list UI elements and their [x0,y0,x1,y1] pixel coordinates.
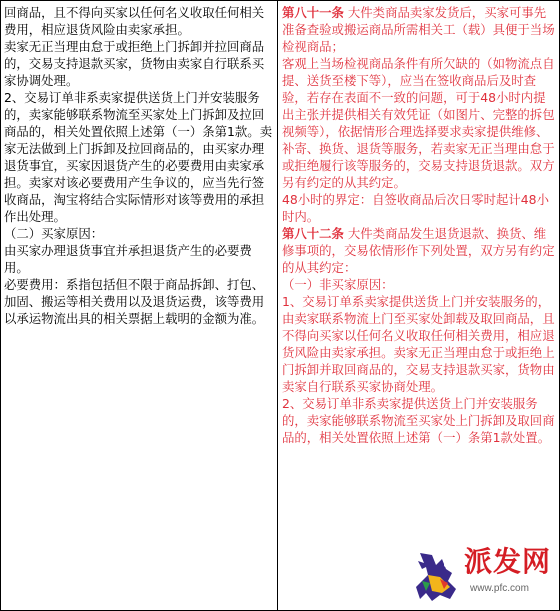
article-81-text: 大件类商品卖家发货后，买家可事先准备查验或搬运商品所需相关工（载）具便于当场检视商品； [282,5,555,54]
deer-logo-icon [406,547,466,603]
left-paragraph: 由买家办理退货事宜并承担退货产生的必要费用。 [4,243,252,275]
article-82 [282,225,556,276]
left-paragraph: 2、交易订单非系卖家提供送货上门并安装服务的，卖家能够联系物流至买家处上门拆卸及拉回商品的，相关处置依照上述第（一）条第1款。卖家无法做到上门拆卸及拉回商品的，由买家办理退货事宜，买家因退货产生的必要费用由卖家承担。卖家对该必要费用产生争议的，应当先行签收商品，淘宝将结合实际情形对该等费用的承担作出处理。 [4,90,273,224]
left-paragraph: 必要费用：系指包括但不限于商品拆卸、打包、加固、搬运等相关费用以及退货运费，该等费用以承运物流出具的相关票据上载明的金额为准。 [4,277,265,326]
right-paragraph: 48小时的界定：自签收商品后次日零时起计48小时内。 [282,192,549,224]
left-column [1,1,278,610]
article-82-label: 第八十二条 [282,226,344,241]
watermark [406,543,556,607]
article-82-text: 大件类商品发生退货退款、换货、维修事项的，交易依情形作下列处置，双方另有约定的从其约定： [282,226,555,275]
article-81 [282,4,556,55]
right-paragraph: 客观上当场检视商品条件有所欠缺的（如物流点自提、送货至楼下等），应当在签收商品后及时查验，若存在表面不一致的问题，可于48小时内提出主张并提供相关有效凭证（如图片、完整的拆包视频等），依据情形合理选择要求卖家提供维修、补寄、换货、退货等服务，若卖家无正当理由怠于或拒绝履行该等服务的，交易支持退货退款。双方另有约定的从其约定。 [282,56,555,190]
article-81-label: 第八十一条 [282,5,344,20]
watermark-brand: 派发网 [464,545,552,578]
right-column [278,1,559,610]
right-paragraph: 2、交易订单非系卖家提供送货上门并安装服务的，卖家能够联系物流至买家处上门拆卸及取回商品的，相关处置依照上述第（一）条第1款处置。 [282,396,555,445]
left-paragraph: （二）买家原因： [4,226,104,241]
left-paragraph: 卖家无正当理由怠于或拒绝上门拆卸并拉回商品的，交易支持退款买家，货物由卖家自行联系买家协调处理。 [4,39,265,88]
right-paragraph: （一）非买家原因： [282,277,394,292]
left-paragraph: 回商品，且不得向买家以任何名义收取任何相关费用，相应退货风险由卖家承担。 [4,5,265,37]
right-paragraph: 1、交易订单系卖家提供送货上门并安装服务的，由卖家联系物流上门至买家处卸载及取回商品，且不得向买家以任何名义收取任何相关费用，相应退货风险由卖家承担。卖家无正当理由怠于或拒绝上门拆卸并取回商品的，交易支持退款买家，货物由卖家自行联系买家协商处理。 [282,294,555,394]
watermark-url: www.pfc.com [470,583,529,594]
